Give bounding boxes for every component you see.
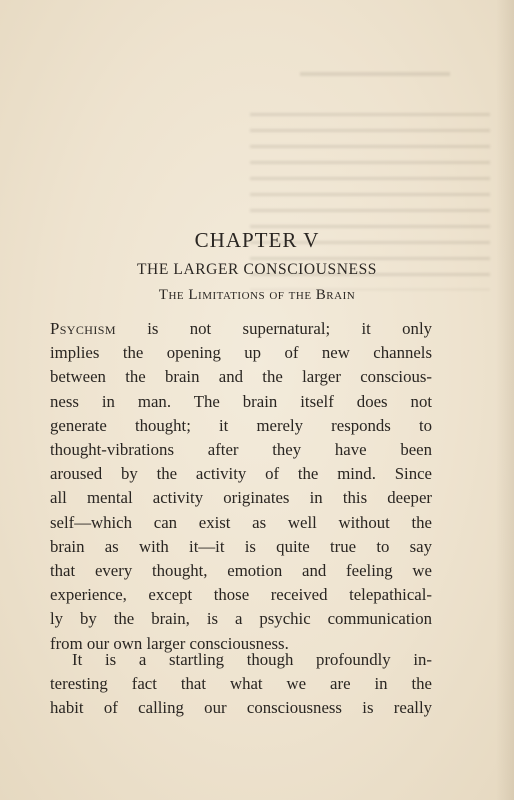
- text-line: It is a startling though profoundly in-: [72, 650, 432, 669]
- text-line: aroused by the activity of the mind. Since: [50, 464, 432, 484]
- text-line: ly by the brain, is a psychic communication: [50, 609, 432, 629]
- text-line: teresting fact that what we are in the: [50, 674, 432, 694]
- paragraph-2: [50, 648, 432, 721]
- chapter-subtitle: The Limitations of the Brain: [158, 287, 356, 303]
- text-line: between the brain and the larger conscious-: [50, 367, 432, 387]
- text-line-rest: is not supernatural; it only: [115, 319, 432, 338]
- text-line: from our own larger consciousness.: [50, 633, 289, 653]
- text-line: thought-vibrations after they have been: [50, 440, 432, 460]
- text-line: ness in man. The brain itself does not: [50, 391, 432, 411]
- page-edge-shadow: [496, 0, 514, 800]
- paragraph-1: [50, 317, 432, 656]
- text-line: habit of calling our consciousness is really: [50, 698, 432, 718]
- text-line: brain as with it—it is quite true to say: [50, 536, 432, 556]
- text-line: self—which can exist as well without the: [50, 512, 432, 532]
- lead-word: Psychism: [50, 319, 116, 338]
- chapter-heading: CHAPTER V: [194, 228, 320, 252]
- show-through-text: [300, 72, 450, 76]
- text-line: generate thought; it merely responds to: [50, 415, 432, 435]
- chapter-title: THE LARGER CONSCIOUSNESS: [136, 261, 378, 278]
- text-line: experience, except those received telepathical-: [50, 585, 432, 605]
- text-line: [50, 317, 432, 341]
- text-line: that every thought, emotion and feeling we: [50, 561, 432, 581]
- text-line: all mental activity originates in this deeper: [50, 488, 432, 508]
- text-line: implies the opening up of new channels: [50, 343, 432, 363]
